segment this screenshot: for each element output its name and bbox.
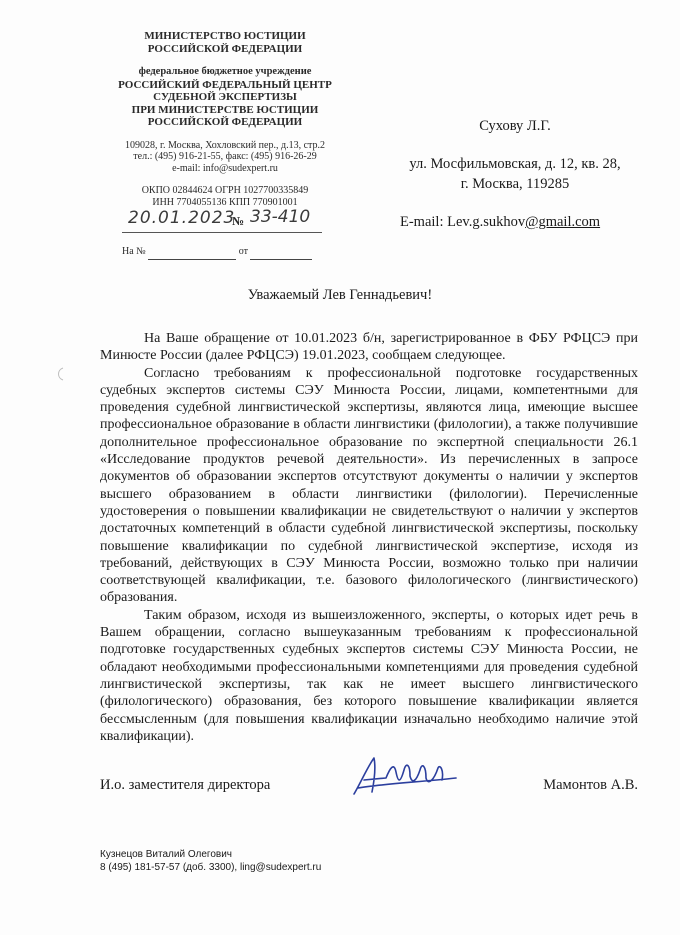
- org-line2: СУДЕБНОЙ ЭКСПЕРТИЗЫ: [153, 91, 297, 103]
- ministry-line2: РОССИЙСКОЙ ФЕДЕРАЦИИ: [147, 42, 303, 55]
- registration-line: [100, 207, 350, 234]
- registration-number: 33-410: [250, 207, 311, 227]
- org-line4: РОССИЙСКОЙ ФЕДЕРАЦИИ: [147, 116, 303, 128]
- org-codes-line2: ИНН 7704055136 КПП 770901001: [152, 196, 298, 208]
- recipient-address-line2: г. Москва, 119285: [460, 176, 570, 192]
- paragraph: На Ваше обращение от 10.01.2023 б/н, зарегистрированное в ФБУ РФЦСЭ при Минюсте России (далее РФЦСЭ) 19.01.2023, сообщаем следующее.: [100, 331, 638, 364]
- registration-underline: [122, 232, 322, 233]
- org-line1: РОССИЙСКИЙ ФЕДЕРАЛЬНЫЙ ЦЕНТР: [118, 78, 332, 91]
- org-codes-line1: ОКПО 02844624 ОГРН 1027700335849: [141, 185, 309, 196]
- signature-row: [100, 770, 638, 810]
- executor-name: Кузнецов Виталий Олегович: [100, 849, 232, 860]
- reference-prefix: На №: [122, 246, 146, 257]
- recipient-email-domain: @gmail.com: [525, 214, 601, 230]
- signatory-position: И.о. заместителя директора: [100, 777, 271, 793]
- recipient-email: [390, 212, 640, 232]
- registration-number-label: №: [232, 214, 245, 228]
- recipient-email-label: E-mail: Lev.g.sukhov: [400, 214, 526, 230]
- org-address: 109028, г. Москва, Хохловский пер., д.13, стр.2: [125, 139, 325, 151]
- handwritten-signature: [350, 754, 460, 798]
- hole-punch-mark: [54, 367, 66, 381]
- recipient-block: [390, 116, 640, 232]
- recipient-name: Сухову Л.Г.: [479, 118, 551, 134]
- greeting: Уважаемый Лев Геннадьевич!: [247, 287, 433, 303]
- letter-body: [100, 330, 638, 745]
- org-line3: ПРИ МИНИСТЕРСТВЕ ЮСТИЦИИ: [131, 103, 319, 116]
- reference-date-blank: [250, 246, 312, 260]
- footer: [100, 848, 321, 874]
- registration-date: 20.01.2023: [128, 208, 236, 228]
- reference-line: [100, 246, 350, 260]
- reference-number-blank: [148, 246, 236, 260]
- ministry-line1: МИНИСТЕРСТВО ЮСТИЦИИ: [144, 30, 306, 42]
- org-type: федеральное бюджетное учреждение: [138, 66, 312, 77]
- org-phones: тел.: (495) 916-21-55, факс: (495) 916-26-29: [133, 151, 317, 162]
- org-email: e-mail: info@sudexpert.ru: [172, 162, 278, 174]
- paragraph: Таким образом, исходя из вышеизложенного, эксперты, о которых идет речь в Вашем обращении, согласно вышеуказанным требованиям к профессиональной подготовке государственных судебных экспертов системы СЭУ Минюста России, не обладают необходимыми профессиональными компетенциями для проведения судебной лингвистической экспертизы, так как не имеет высшего лингвистического (филологического) образования, без которого повышение квалификации является бессмысленным (для повышения квалификации изначально необходимо наличие этой квалификации).: [100, 607, 638, 744]
- paragraph: Согласно требованиям к профессиональной подготовке государственных судебных экспертов системы СЭУ Минюста России, лицами, компетентными для проведения судебной лингвистической экспертизы, являются лица, имеющие высшее профессиональное образование в области лингвистики (филологии), а также получившие дополнительное профессиональное образование по экспертной специальности 26.1 «Исследование продуктов речевой деятельности». Из перечисленных в запросе документов об образовании экспертов отсутствуют документы о наличии у экспертов высшего образованием в области лингвистики (филологии). Перечисленные удостоверения о повышении квалификации не свидетельствуют о наличии у экспертов достаточных компетенций в области судебной лингвистической экспертизы, поскольку повышение квалификации по судебной лингвистической экспертизе, исходя из требований, действующих в СЭУ Минюста России, возможно только при наличии соответствующей квалификации, т.е. базового филологического (лингвистического) образования.: [100, 365, 638, 606]
- reference-from: от: [238, 246, 248, 257]
- recipient-address-line1: ул. Мосфильмовская, д. 12, кв. 28,: [409, 156, 621, 172]
- executor-contacts: 8 (495) 181-57-57 (доб. 3300), ling@sudexpert.ru: [100, 862, 322, 873]
- signatory-name: Мамонтов А.В.: [543, 777, 638, 793]
- letterhead: [100, 30, 350, 260]
